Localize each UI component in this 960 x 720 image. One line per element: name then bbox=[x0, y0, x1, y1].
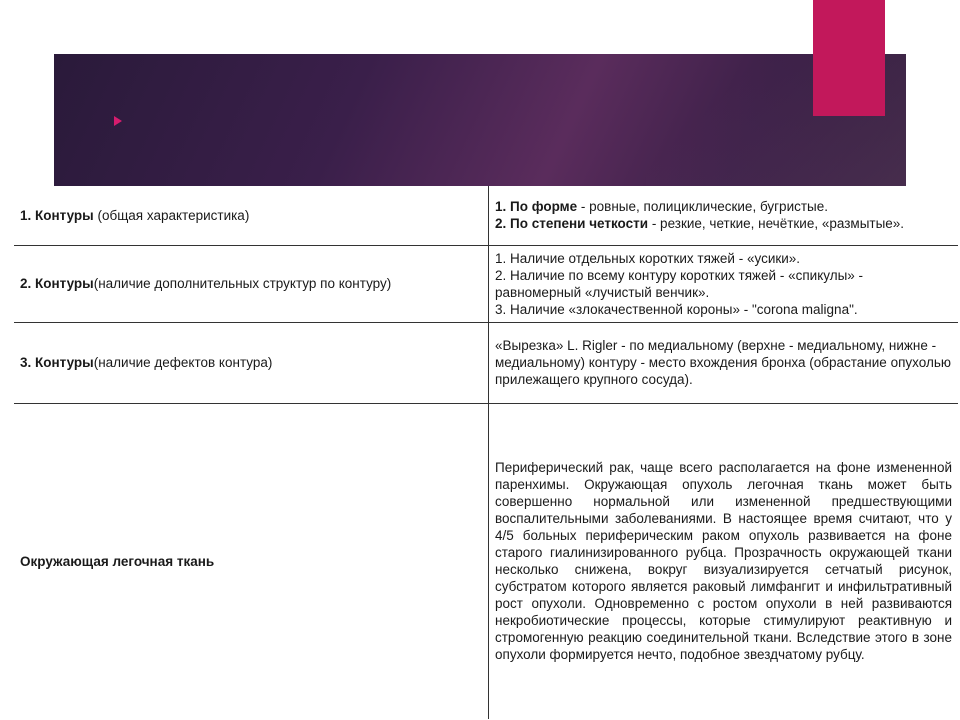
description-text: Периферический рак, чаще всего располагается на фоне измененной паренхимы. Окружающая опухоль легочная ткань может быть совершенно нормальной или измененной предшествующими воспалительными заболеваниями. В настоящее время считают, что у 4/5 больных периферическим раком опухоль развивается на фоне старого гиалинизированного рубца. Прозрачность окружающей ткани несколько снижена, вокруг визуализируется сетчатый рисунок, субстратом которого является раковый лимфангит и инфильтративный рост опухоли. Одновременно с ростом опухоли в ней развиваются некробиотические процессы, которые стимулируют реактивную и стромогенную реакцию соединительной ткани. Вследствие этого в зоне опухоли формируется нечто, подобное звездчатому рубцу. bbox=[495, 460, 952, 663]
row-label-text: (общая характеристика) bbox=[93, 207, 250, 223]
row-label-bold: 2. Контуры bbox=[20, 276, 94, 291]
triangle-bullet-icon bbox=[114, 116, 122, 126]
row-label bbox=[14, 322, 489, 403]
title-banner bbox=[54, 54, 906, 186]
row-label-text: (наличие дефектов контура) bbox=[93, 355, 273, 370]
accent-bar bbox=[813, 0, 885, 116]
row-label bbox=[14, 245, 489, 322]
description-line: 3. Наличие «злокачественной короны» - "corona maligna". bbox=[495, 301, 858, 317]
row-description bbox=[489, 322, 959, 403]
table-row bbox=[14, 403, 958, 719]
row-description bbox=[489, 245, 959, 322]
row-label-bold: Окружающая легочная ткань bbox=[20, 553, 215, 569]
description-text: - резкие, четкие, нечёткие, «размытые». bbox=[648, 216, 905, 232]
row-description bbox=[489, 403, 959, 719]
table-row bbox=[14, 245, 958, 322]
row-label bbox=[14, 403, 489, 719]
row-label bbox=[14, 186, 489, 245]
table-row bbox=[14, 186, 958, 245]
description-text: - ровные, полициклические, бугристые. bbox=[577, 199, 829, 215]
characteristics-table bbox=[14, 186, 958, 719]
description-line bbox=[495, 215, 952, 232]
description-line bbox=[495, 198, 952, 215]
row-label-text: (наличие дополнительных структур по контуру) bbox=[93, 276, 392, 291]
description-bold: 2. По степени четкости bbox=[495, 216, 649, 232]
description-bold: 1. По форме bbox=[495, 199, 578, 215]
row-description bbox=[489, 186, 959, 245]
description-line: 1. Наличие отдельных коротких тяжей - «усики». bbox=[495, 250, 801, 266]
description-line: 2. Наличие по всему контуру коротких тяжей - «спикулы» - равномерный «лучистый венчик». bbox=[495, 267, 864, 300]
table-row bbox=[14, 322, 958, 403]
description-text: «Вырезка» L. Rigler - по медиальному (верхне - медиальному, нижне - медиальному) контуру - место вхождения бронха (обрастание опухолью прилежащего крупного сосуда). bbox=[495, 338, 951, 387]
row-label-bold: 3. Контуры bbox=[20, 355, 94, 370]
row-label-bold: 1. Контуры bbox=[20, 207, 94, 223]
